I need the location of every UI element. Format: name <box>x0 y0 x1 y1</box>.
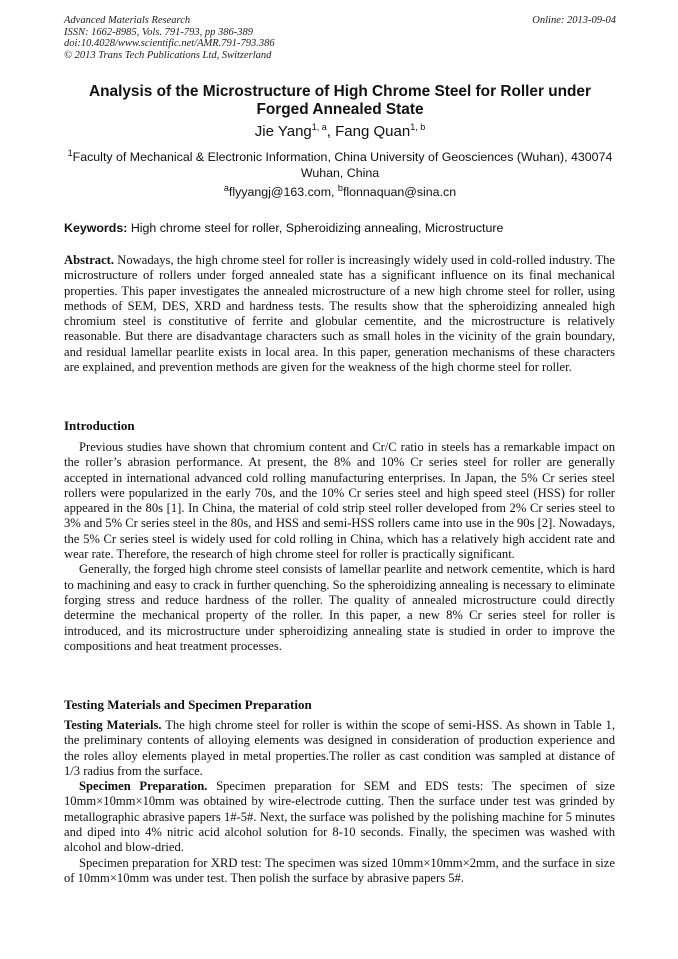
email-address: flyyangj@163.com <box>228 185 332 199</box>
subheading-specimen-preparation: Specimen Preparation. <box>79 779 208 794</box>
email-separator: , <box>331 185 338 199</box>
email-mark: a <box>223 182 229 193</box>
section-heading-testing: Testing Materials and Specimen Preparation <box>64 697 312 712</box>
abstract-text: Nowadays, the high chrome steel for roller is increasingly widely used in cold-rolled industry. The microstructure of rollers under forged annealed state has a significant influence on its final mechanical properties. This paper investigates the annealed microstructure of a new high chrome steel for roller, using methods of SEM, DES, XRD and hardness tests. The results show that the spheroidizing annealed high chromium steel is constitutive of ferrite and globular cementite, and the microstructure is relatively reasonable. But there are disadvantage characters such as small holes in the vicinity of the grain boundary, and residual lamellar pearlite exists in local area. In this paper, generation mechanisms of these characters are explained, and prevention methods are given for the weakness of the high chorme steel for roller. <box>64 253 616 375</box>
abstract-label: Abstract. <box>64 253 115 267</box>
paragraph-text: Specimen preparation for SEM and EDS tests: The specimen of size 10mm×10mm×10mm was obtained by wire-electrode cutting. Then the surface under test was grinded by metallographic abrasive papers 1#-5#. Next, the surface was polished by the polishing machine for 5 minutes and diped into 4% nitric acid alcohol solution for 8-10 seconds. Finally, the specimen was washed with alcohol and blow-dried. <box>64 779 615 855</box>
section-heading-introduction: Introduction <box>64 418 135 433</box>
keywords-label: Keywords: <box>64 221 128 235</box>
online-date: Online: 2013-09-04 <box>532 15 616 26</box>
journal-copyright: © 2013 Trans Tech Publications Ltd, Switzerland <box>64 49 272 61</box>
affiliation-mark: 1 <box>67 147 73 158</box>
paragraph <box>64 779 615 855</box>
subheading-testing-materials: Testing Materials. <box>64 718 162 732</box>
author-emails <box>64 184 616 200</box>
testing-body <box>64 718 615 886</box>
journal-issn: ISSN: 1662-8985, Vols. 791-793, pp 386-389 <box>64 26 253 38</box>
keywords-text: High chrome steel for roller, Spheroidizing annealing, Microstructure <box>130 221 504 235</box>
paragraph: Previous studies have shown that chromium content and Cr/C ratio in steels has a remarkable impact on the roller’s abrasion performance. At present, the 8% and 10% Cr series steel for roller are generally accepted in international advanced cold rolling manufacturing enterprises. In Japan, the 5% Cr series steel rollers were popularized in the early 70s, and the 10% Cr series steel and high speed steel (HSS) for roller appeared in the 80s [1]. In China, the material of cold strip steel roller developed from 2% Cr series steel to 3% and 5% Cr series steel in the 80s, and HSS and semi-HSS rollers came into use in the 90s [2]. Nowadays, the 5% Cr series steel is widely used for cold rolling in China, which has a relatively high accident rate and wear rate. Therefore, the research of high chrome steel for roller is practically significant. <box>64 440 615 562</box>
journal-header <box>64 15 616 61</box>
paragraph <box>64 718 615 779</box>
author-name: Fang Quan <box>335 123 411 140</box>
journal-doi: doi:10.4028/www.scientific.net/AMR.791-793.386 <box>64 38 275 49</box>
author-affiliation-mark: 1, b <box>410 122 426 132</box>
abstract <box>64 253 615 375</box>
author-affiliation-mark: 1, a <box>311 122 327 132</box>
paragraph: Specimen preparation for XRD test: The specimen was sized 10mm×10mm×2mm, and the surface in size of 10mm×10mm was under test. Then polish the surface by abrasive papers 5#. <box>64 855 615 885</box>
paragraph: Generally, the forged high chrome steel consists of lamellar pearlite and network cementite, which is hard to machining and easy to crack in further quenching. So the spheroidizing annealing is necessary to eliminate forging stress and reduce hardness of the roller. The quality of annealed microstructure could directly determine the mechanical property of the roller. In this paper, a new 8% Cr series steel for roller is introduced, and its microstructure under spheroidizing annealing state is studied in order to improve the compositions and heat treatment processes. <box>64 562 615 653</box>
author-separator: , <box>326 123 336 140</box>
journal-name: Advanced Materials Research <box>64 15 191 26</box>
author-list <box>64 123 616 141</box>
paragraph-text: The high chrome steel for roller is within the scope of semi-HSS. As shown in Table 1, the preliminary contents of alloying elements was designed in consideration of production experience and the roles alloy elements played in metal properties.The roller as cast condition was sampled at distance of 1/3 radius from the surface. <box>64 718 615 778</box>
email-address: flonnaquan@sina.cn <box>342 185 457 199</box>
introduction-body <box>64 440 615 654</box>
author-name: Jie Yang <box>254 123 312 140</box>
affiliation-text: Faculty of Mechanical & Electronic Information, China University of Geosciences (Wuhan), 430074 Wuhan, China <box>72 150 613 180</box>
keywords <box>64 220 616 236</box>
email-mark: b <box>337 182 343 193</box>
affiliation <box>64 149 616 181</box>
paper-title: Analysis of the Microstructure of High Chrome Steel for Roller under Forged Annealed State <box>89 83 591 118</box>
